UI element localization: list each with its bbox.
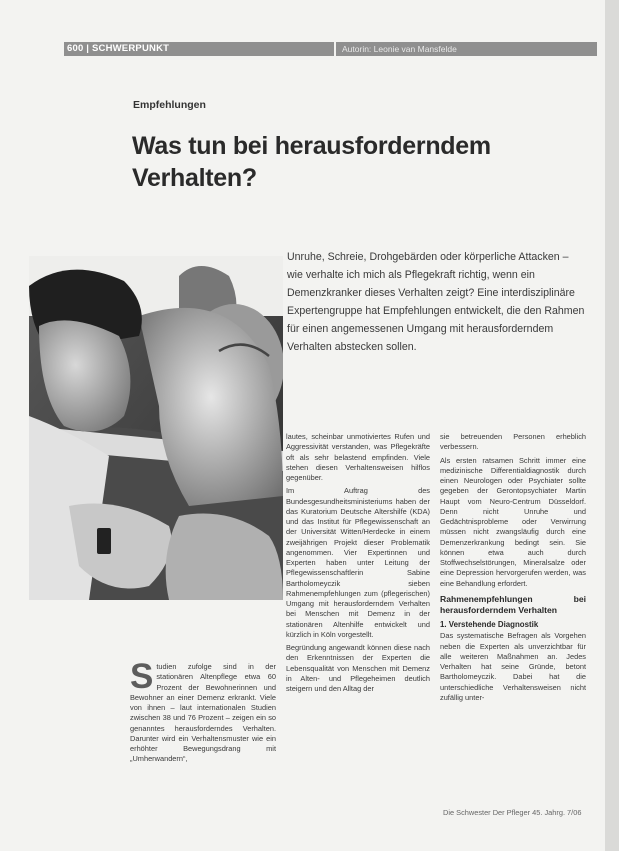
col2-paragraph-2: Im Auftrag des Bundesgesundheitsministeriums haben der das Kuratorium Deutsche Altershilfe (KDA) und das Institut für Pflegewissenschaft an der Universität Witten/Herdecke in einem zweijährigen Projekt dieser Problematik angenommen. Vier Expertinnen und Experten haben unter Leitung der Pflegewissenschaftlerin Sabine Bartholomeyczik sieben Rahmenempfehlungen zum (pflegerischen) Umgang mit herausforderndem Verhalten bei Menschen mit Demenz in der stationären Altenhilfe entwickelt und kürzlich in Köln vorgestellt. xyxy=(286,486,430,639)
body-column-1 xyxy=(130,657,276,768)
header-bar xyxy=(64,42,597,56)
dropcap: S xyxy=(130,657,154,696)
col2-paragraph-3: Begründung angewandt können diese nach den Erkenntnissen der Experten die Lebensqualität von Menschen mit Demenz in Alten- und Pflegeheimen deutlich steigern und den Alltag der xyxy=(286,643,430,693)
numbered-heading: 1. Verstehende Diagnostik xyxy=(440,619,539,629)
col3-paragraph-1: sie betreuenden Personen erheblich verbessern. xyxy=(440,432,586,452)
col3-paragraph-3: Das systematische Befragen als Vorgehen neben die Experten als unverzichtbar für alle weiteren Maßnahmen an. Jedes Verhalten hat seine Gründe, betont Bartholomeyczik. Dabei hat die unterschiedliche Verhaltensweisen nicht zufällig unter- xyxy=(440,631,586,702)
lead-paragraph: Unruhe, Schreie, Drohgebärden oder körperliche Attacken – wie verhalte ich mich als Pflegekraft richtig, wenn ein Demenzkranker dieses Verhalten zeigt? Eine interdisziplinäre Expertengruppe hat Empfehlungen entwickelt, die den Rahmen für einen angemessenen Umgang mit herausforderndem Verhalten abstecken sollen. xyxy=(287,251,585,353)
author-label: Autorin: Leonie van Mansfelde xyxy=(342,43,457,54)
photo-illustration xyxy=(29,256,283,600)
col2-paragraph-1: lautes, scheinbar unmotiviertes Rufen und Aggressivität verstanden, was Pflegekräfte oft als sehr belastend empfinden. Viele stehen diesen Verhaltensweisen hilflos gegenüber. xyxy=(286,432,430,482)
section-label: 600 | SCHWERPUNKT xyxy=(67,43,170,54)
col1-text: tudien zufolge sind in der stationären Altenpflege etwa 60 Prozent der Bewohnerinnen und Bewohner an einer Demenz erkrankt. Viele von ihnen – laut internationalen Studien zwischen 38 und 76 Prozent – zeigen ein so genanntes herausforderndes Verhalten. Darunter wird ein Verhaltensmuster wie ein erhöhter Bewegungsdrang mit „Umherwandern“, xyxy=(130,662,276,764)
body-column-2 xyxy=(286,432,430,697)
page-edge xyxy=(605,0,619,851)
header-divider xyxy=(334,42,336,56)
kicker: Empfehlungen xyxy=(133,99,206,111)
col3-paragraph-2: Als ersten ratsamen Schritt immer eine medizinische Differentialdiagnostik durch einen Neurologen oder Psychiater sollte gegeben der Gerontopsychiater Martin Haupt vom Neuro-Centrum Düsseldorf. Denn nicht Unruhe und Gedächtnisprobleme oder Verwirrung müssen nicht zwangsläufig durch eine Demenzerkrankung bedingt sein. Sie können etwa auch durch Stoffwechselstörungen, Mineralsalze oder eine Depression hervorgerufen werden, was eine Behandlung erfordert. xyxy=(440,455,586,588)
body-column-3 xyxy=(440,432,586,706)
subheading: Rahmenempfehlungen bei herausforderndem Verhalten xyxy=(440,593,586,615)
page-footer: Die Schwester Der Pfleger 45. Jahrg. 7/06 xyxy=(443,808,582,817)
article-photo xyxy=(29,256,283,600)
col1-paragraph xyxy=(130,657,276,765)
article-title: Was tun bei herausforderndem Verhalten? xyxy=(132,132,491,192)
